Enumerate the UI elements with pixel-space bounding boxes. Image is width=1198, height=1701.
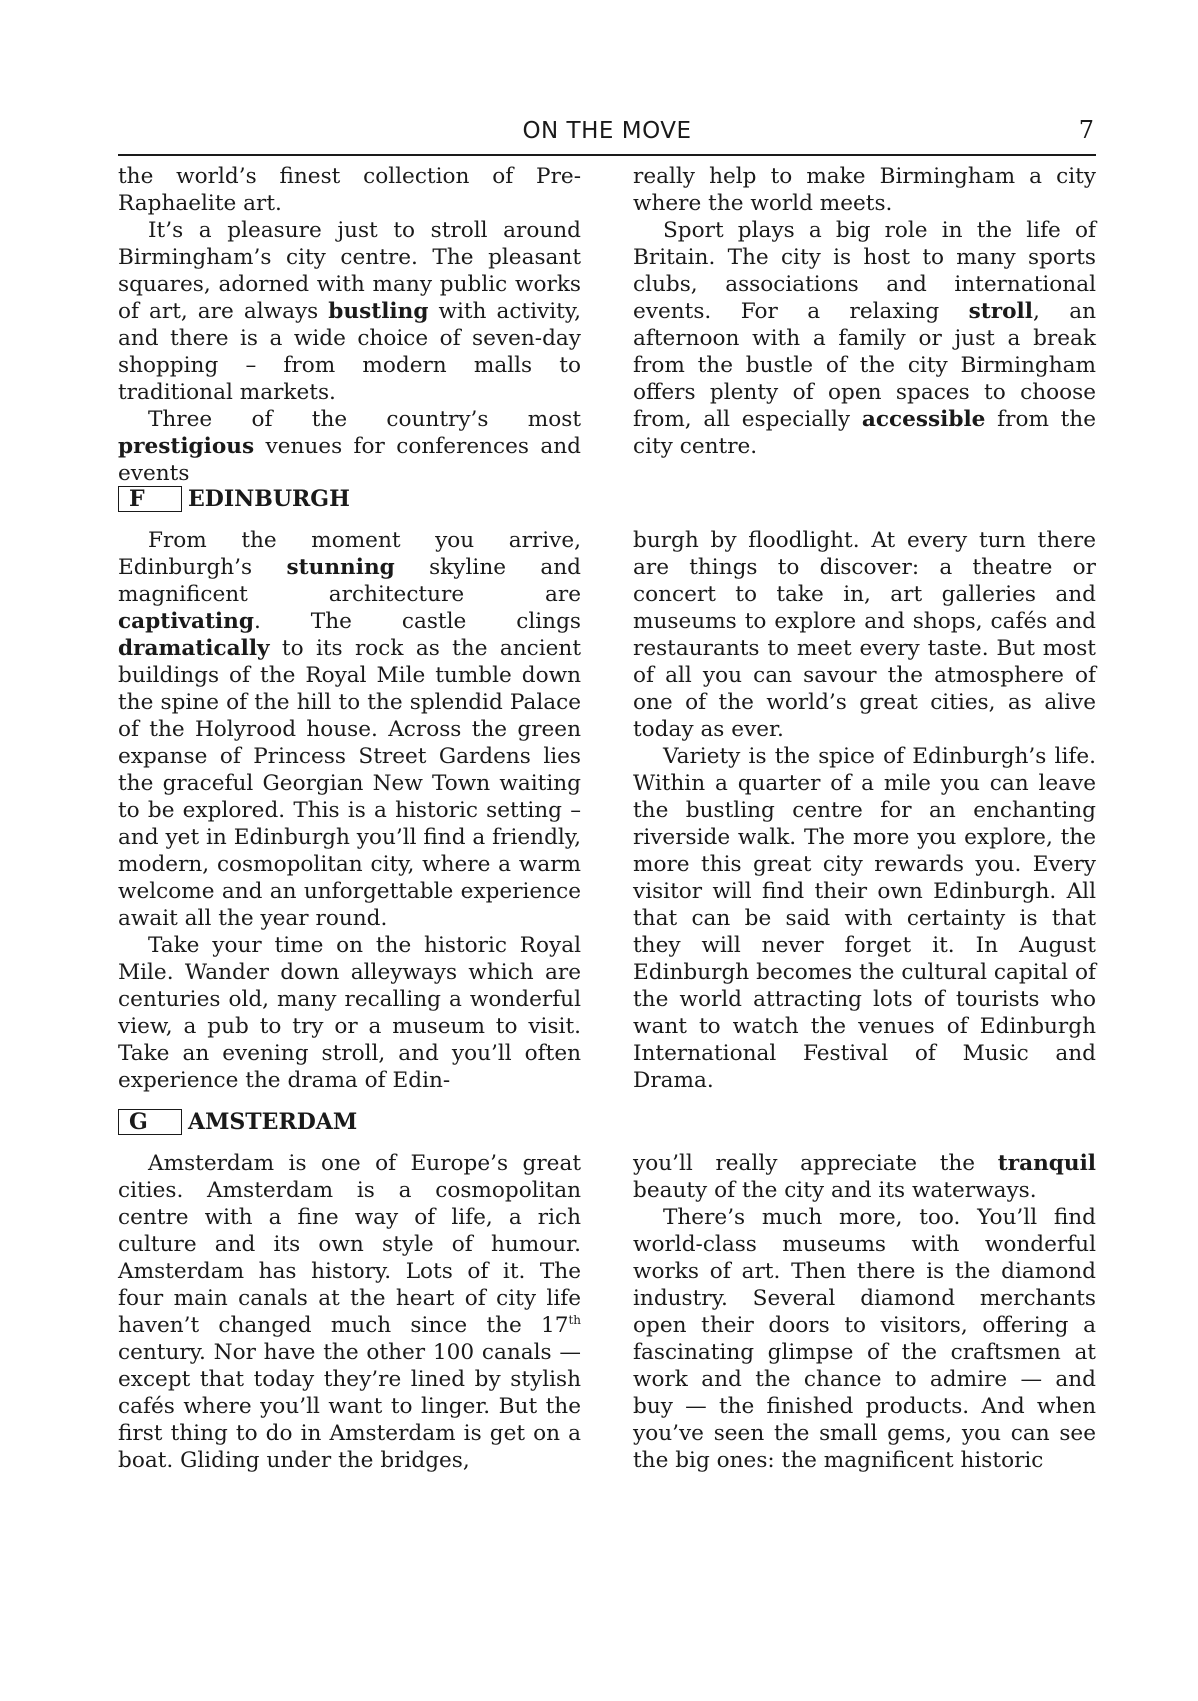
text-run: Three of the country’s most — [148, 407, 581, 432]
text-run: Sport plays a big role in the life of Britain. The city is host to many sports clubs, associations and international events. For a relaxing — [633, 218, 1096, 324]
text-run: Take your time on the historic Royal Mile. Wander down alleyways which are centuries old, many recalling a wonderful view, a pub to try or a museum to visit. Take an evening stroll, and you’ll often experience the drama of Edin- — [118, 933, 581, 1093]
text-run: you’ll really appreciate the — [633, 1151, 998, 1176]
paragraph — [118, 217, 581, 406]
paragraph — [118, 527, 581, 932]
text-run: with activity, and there is a wide choice of seven-day shopping – from modern malls to traditional markets. — [118, 299, 581, 405]
text-run: It’s a pleasure just to stroll around Birmingham’s city centre. The pleasant squares, adorned with many public works of art, are always — [118, 218, 581, 324]
paragraph — [118, 406, 581, 487]
amsterdam-right-column — [633, 1150, 1096, 1474]
bold-keyword: captivating — [118, 609, 254, 634]
bold-keyword: stroll — [968, 299, 1033, 324]
text-run: , an afternoon with a family or just a break from the bustle of the city Birmingham offers plenty of open spaces to choose from, all especially — [633, 299, 1096, 432]
edinburgh-left-column — [118, 527, 581, 1094]
text-run: . The castle clings — [253, 609, 581, 634]
text-run: From the moment you arrive, Edinburgh’s — [118, 528, 581, 580]
section-letter-box: F — [118, 486, 182, 512]
text-run: Variety is the spice of Edinburgh’s life. Within a quarter of a mile you can leave the bustling centre for an enchanting riverside walk. The more you explore, the more this great city rewards you. Every visitor will find their own Edinburgh. All that can be said with certainty is that they will never forget it. In August Edinburgh becomes the cultural capital of the world attracting lots of tourists who want to watch the venues of Edinburgh International Festival of Music and Drama. — [633, 744, 1096, 1093]
intro-left-column — [118, 163, 581, 487]
section-title: EDINBURGH — [188, 486, 350, 512]
bold-keyword: prestigious — [118, 434, 255, 459]
header-title: ON THE MOVE — [522, 118, 692, 144]
paragraph — [118, 932, 581, 1094]
bold-keyword: bustling — [328, 299, 429, 324]
bold-keyword: accessible — [861, 407, 986, 432]
text-run: burgh by floodlight. At every turn there are things to discover: a theatre or concert to take in, art galleries and museums to explore and shops, cafés and restaurants to meet every taste. But most of all you can savour the atmosphere of one of the world’s great cities, as alive today as ever. — [633, 528, 1096, 742]
edinburgh-right-column — [633, 527, 1096, 1094]
text-run: to its rock as the ancient buildings of the Royal Mile tumble down the spine of the hill to the splendid Palace of the Holyrood house. Across the green expanse of Princess Street Gardens lies the graceful Georgian New Town waiting to be explored. This is a historic setting – and yet in Edinburgh you’ll find a friendly, modern, cosmopolitan city, where a warm welcome and an unforgettable experience await all the year round. — [118, 636, 581, 931]
paragraph — [633, 1204, 1096, 1474]
intro-columns — [118, 163, 1096, 487]
text-run: skyline and magnificent architecture are — [118, 555, 581, 607]
text-run: the world’s finest collection of Pre-Raphaelite art. — [118, 164, 581, 216]
paragraph — [633, 1150, 1096, 1204]
text-run: really help to make Birmingham a city where the world meets. — [633, 164, 1096, 216]
paragraph — [633, 743, 1096, 1094]
bold-keyword: dramatically — [118, 636, 270, 661]
text-run: beauty of the city and its waterways. — [633, 1178, 1037, 1203]
intro-right-column — [633, 163, 1096, 487]
text-run: There’s much more, too. You’ll find world-class museums with wonderful works of art. Then there is the diamond industry. Several diamond merchants open their doors to visitors, offering a fascinating glimpse of the craftsmen at work and the chance to admire — and buy — the finished products. And when you’ve seen the small gems, you can see the big ones: the magnificent historic — [633, 1205, 1096, 1473]
section-title: AMSTERDAM — [188, 1109, 358, 1135]
paragraph — [118, 163, 581, 217]
page-number: 7 — [1078, 116, 1094, 144]
text-run: from the city centre. — [633, 407, 1096, 459]
running-header — [118, 116, 1096, 156]
section-letter-box: G — [118, 1109, 182, 1135]
amsterdam-left-column — [118, 1150, 581, 1474]
bold-keyword: stunning — [286, 555, 395, 580]
amsterdam-columns — [118, 1150, 1096, 1474]
paragraph — [633, 217, 1096, 460]
paragraph — [633, 527, 1096, 743]
section-heading-edinburgh — [118, 484, 350, 514]
superscript: th — [568, 1312, 581, 1327]
paragraph — [633, 163, 1096, 217]
section-heading-amsterdam — [118, 1107, 357, 1137]
text-run: century. Nor have the other 100 canals — except that today they’re lined by stylish cafés where you’ll want to linger. But the first thing to do in Amsterdam is get on a boat. Gliding under the bridges, — [118, 1340, 581, 1473]
bold-keyword: tranquil — [997, 1151, 1096, 1176]
text-run: venues for conferences and events — [118, 434, 581, 486]
paragraph — [118, 1150, 581, 1474]
text-run: Amsterdam is one of Europe’s great cities. Amsterdam is a cosmopolitan centre with a fine way of life, a rich culture and its own style of humour. Amsterdam has history. Lots of it. The four main canals at the heart of city life haven’t changed much since the 17 — [118, 1151, 581, 1338]
edinburgh-columns — [118, 527, 1096, 1094]
